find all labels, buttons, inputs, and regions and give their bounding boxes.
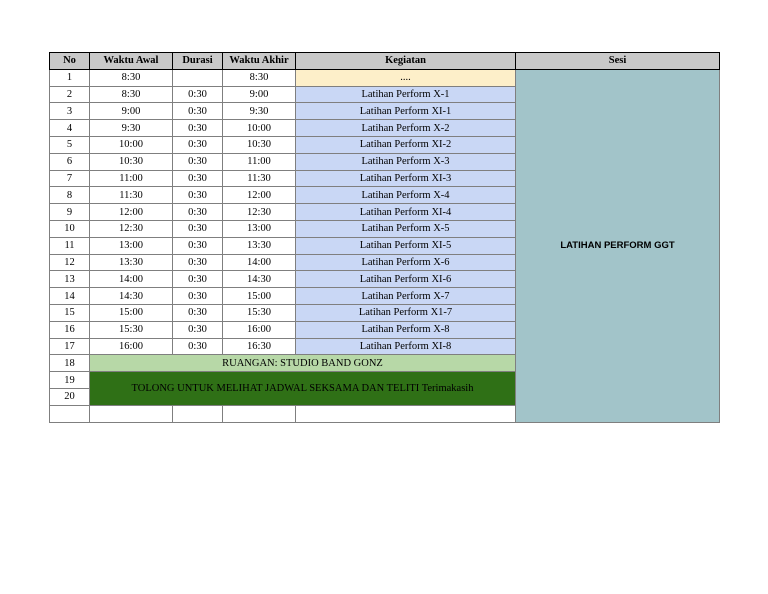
cell-start: 8:30 — [90, 69, 173, 86]
schedule-body — [50, 69, 720, 422]
cell-start: 11:00 — [90, 170, 173, 187]
header-start-time: Waktu Awal — [90, 53, 173, 70]
header-session: Sesi — [516, 53, 720, 70]
header-no: No — [50, 53, 90, 70]
cell-activity: Latihan Perform X-6 — [296, 254, 516, 271]
cell-activity: Latihan Perform X-8 — [296, 321, 516, 338]
cell-start: 8:30 — [90, 86, 173, 103]
cell-duration: 0:30 — [173, 103, 223, 120]
blank-cell — [223, 405, 296, 422]
header-end-time: Waktu Akhir — [223, 53, 296, 70]
cell-duration: 0:30 — [173, 170, 223, 187]
cell-end: 11:00 — [223, 153, 296, 170]
header-duration: Durasi — [173, 53, 223, 70]
cell-activity: Latihan Perform X-1 — [296, 86, 516, 103]
cell-no: 12 — [50, 254, 90, 271]
cell-start: 10:30 — [90, 153, 173, 170]
cell-start: 14:00 — [90, 271, 173, 288]
cell-no: 13 — [50, 271, 90, 288]
cell-no: 16 — [50, 321, 90, 338]
table-row — [50, 69, 720, 86]
schedule-table — [49, 52, 720, 423]
cell-start: 15:00 — [90, 304, 173, 321]
blank-cell — [173, 405, 223, 422]
cell-no: 10 — [50, 220, 90, 237]
cell-end: 14:00 — [223, 254, 296, 271]
cell-no: 7 — [50, 170, 90, 187]
cell-end: 11:30 — [223, 170, 296, 187]
blank-cell — [50, 405, 90, 422]
header-activity: Kegiatan — [296, 53, 516, 70]
cell-duration: 0:30 — [173, 254, 223, 271]
cell-end: 8:30 — [223, 69, 296, 86]
cell-activity: Latihan Perform XI-6 — [296, 271, 516, 288]
cell-duration: 0:30 — [173, 288, 223, 305]
cell-activity: Latihan Perform X-2 — [296, 120, 516, 137]
cell-no: 15 — [50, 304, 90, 321]
cell-duration: 0:30 — [173, 304, 223, 321]
cell-start: 10:00 — [90, 136, 173, 153]
cell-end: 12:00 — [223, 187, 296, 204]
cell-no: 2 — [50, 86, 90, 103]
cell-activity: Latihan Perform X1-7 — [296, 304, 516, 321]
cell-start: 14:30 — [90, 288, 173, 305]
cell-no: 6 — [50, 153, 90, 170]
cell-start: 13:00 — [90, 237, 173, 254]
cell-activity: Latihan Perform X-3 — [296, 153, 516, 170]
cell-activity: Latihan Perform X-5 — [296, 220, 516, 237]
cell-no: 11 — [50, 237, 90, 254]
cell-activity: Latihan Perform X-4 — [296, 187, 516, 204]
session-cell: LATIHAN PERFORM GGT — [516, 69, 720, 422]
blank-cell — [90, 405, 173, 422]
cell-activity: Latihan Perform XI-8 — [296, 338, 516, 355]
cell-start: 11:30 — [90, 187, 173, 204]
cell-no: 5 — [50, 136, 90, 153]
cell-end: 16:30 — [223, 338, 296, 355]
cell-end: 10:00 — [223, 120, 296, 137]
cell-no: 14 — [50, 288, 90, 305]
cell-end: 9:00 — [223, 86, 296, 103]
cell-no: 4 — [50, 120, 90, 137]
cell-duration — [173, 69, 223, 86]
cell-duration: 0:30 — [173, 86, 223, 103]
cell-end: 12:30 — [223, 204, 296, 221]
cell-activity: .... — [296, 69, 516, 86]
cell-start: 15:30 — [90, 321, 173, 338]
cell-end: 9:30 — [223, 103, 296, 120]
cell-duration: 0:30 — [173, 321, 223, 338]
cell-no: 1 — [50, 69, 90, 86]
room-cell: RUANGAN: STUDIO BAND GONZ — [90, 355, 516, 372]
cell-duration: 0:30 — [173, 271, 223, 288]
cell-duration: 0:30 — [173, 153, 223, 170]
cell-end: 14:30 — [223, 271, 296, 288]
cell-start: 12:30 — [90, 220, 173, 237]
header-row — [50, 53, 720, 70]
cell-duration: 0:30 — [173, 136, 223, 153]
cell-no: 18 — [50, 355, 90, 372]
cell-end: 13:00 — [223, 220, 296, 237]
cell-duration: 0:30 — [173, 187, 223, 204]
cell-end: 10:30 — [223, 136, 296, 153]
cell-duration: 0:30 — [173, 237, 223, 254]
cell-activity: Latihan Perform XI-3 — [296, 170, 516, 187]
cell-start: 16:00 — [90, 338, 173, 355]
cell-no: 19 — [50, 372, 90, 389]
cell-activity: Latihan Perform XI-1 — [296, 103, 516, 120]
cell-start: 9:00 — [90, 103, 173, 120]
cell-no: 8 — [50, 187, 90, 204]
cell-no: 20 — [50, 388, 90, 405]
cell-start: 12:00 — [90, 204, 173, 221]
cell-end: 16:00 — [223, 321, 296, 338]
cell-end: 15:00 — [223, 288, 296, 305]
cell-end: 15:30 — [223, 304, 296, 321]
cell-start: 13:30 — [90, 254, 173, 271]
cell-start: 9:30 — [90, 120, 173, 137]
cell-end: 13:30 — [223, 237, 296, 254]
cell-no: 3 — [50, 103, 90, 120]
cell-activity: Latihan Perform XI-2 — [296, 136, 516, 153]
cell-no: 9 — [50, 204, 90, 221]
cell-activity: Latihan Perform XI-5 — [296, 237, 516, 254]
cell-activity: Latihan Perform X-7 — [296, 288, 516, 305]
cell-no: 17 — [50, 338, 90, 355]
cell-duration: 0:30 — [173, 220, 223, 237]
blank-cell — [296, 405, 516, 422]
cell-duration: 0:30 — [173, 120, 223, 137]
cell-duration: 0:30 — [173, 338, 223, 355]
cell-duration: 0:30 — [173, 204, 223, 221]
cell-activity: Latihan Perform XI-4 — [296, 204, 516, 221]
note-cell: TOLONG UNTUK MELIHAT JADWAL SEKSAMA DAN TELITI Terimakasih — [90, 372, 516, 406]
